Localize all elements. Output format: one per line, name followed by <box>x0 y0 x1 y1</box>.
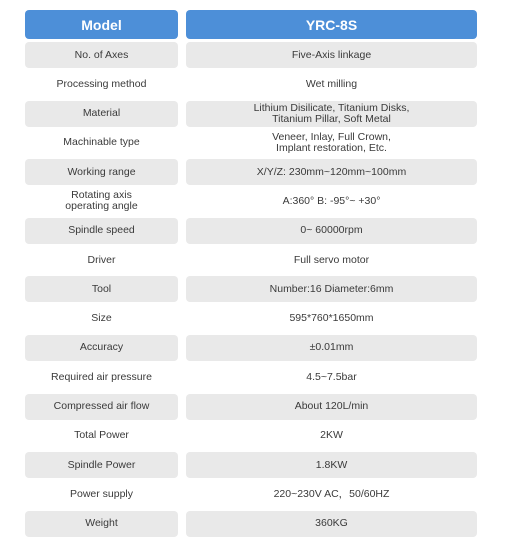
row-label: Machinable type <box>63 136 140 149</box>
row-value: X/Y/Z: 230mm~120mm~100mm <box>186 159 477 185</box>
table-row <box>25 364 477 390</box>
table-row <box>25 130 477 156</box>
table-row <box>25 218 477 244</box>
table-row <box>25 511 477 537</box>
row-label: Driver <box>87 253 116 266</box>
row-value: 4.5~7.5bar <box>306 370 357 383</box>
row-label: Rotating axis operating angle <box>65 189 138 213</box>
table-row <box>25 71 477 97</box>
row-value: 0~ 60000rpm <box>186 218 477 244</box>
spec-table <box>25 10 477 540</box>
table-row <box>25 247 477 273</box>
table-row <box>25 101 477 127</box>
row-label: Spindle speed <box>25 218 178 244</box>
row-value: 2KW <box>320 429 343 442</box>
table-row <box>25 423 477 449</box>
row-value: Wet milling <box>305 77 358 90</box>
row-label: Weight <box>25 511 178 537</box>
row-value: 595*760*1650mm <box>289 312 374 325</box>
row-value: Lithium Disilicate, Titanium Disks, Titanium Pillar, Soft Metal <box>186 101 477 127</box>
row-label: Required air pressure <box>51 370 152 383</box>
table-row <box>25 159 477 185</box>
spec-table-header <box>25 10 477 39</box>
row-label: Accuracy <box>25 335 178 361</box>
table-row <box>25 306 477 332</box>
row-label: Compressed air flow <box>25 394 178 420</box>
row-value: ±0.01mm <box>186 335 477 361</box>
row-label: Processing method <box>56 77 147 90</box>
header-model: YRC-8S <box>186 10 477 39</box>
table-row <box>25 276 477 302</box>
row-label: Working range <box>25 159 178 185</box>
row-value: Veneer, Inlay, Full Crown, Implant restoration, Etc. <box>272 130 391 154</box>
row-value: Number:16 Diameter:6mm <box>186 276 477 302</box>
table-row <box>25 42 477 68</box>
row-value: 360KG <box>186 511 477 537</box>
table-row <box>25 335 477 361</box>
header-label: Model <box>25 10 178 39</box>
row-label: Total Power <box>74 429 129 442</box>
row-value: 1.8KW <box>186 452 477 478</box>
row-label: Material <box>25 101 178 127</box>
row-label: Tool <box>25 276 178 302</box>
row-value: Five-Axis linkage <box>186 42 477 68</box>
row-label: Power supply <box>69 487 134 500</box>
table-row <box>25 394 477 420</box>
row-value: A:360° B: -95°~ +30° <box>282 194 381 207</box>
row-label: Size <box>91 312 112 325</box>
row-label: Spindle Power <box>25 452 178 478</box>
table-row <box>25 188 477 214</box>
table-row <box>25 481 477 507</box>
row-value: Full servo motor <box>293 253 370 266</box>
table-row <box>25 452 477 478</box>
row-label: No. of Axes <box>25 42 178 68</box>
row-value: 220~230V AC，50/60HZ <box>273 487 390 500</box>
row-value: About 120L/min <box>186 394 477 420</box>
